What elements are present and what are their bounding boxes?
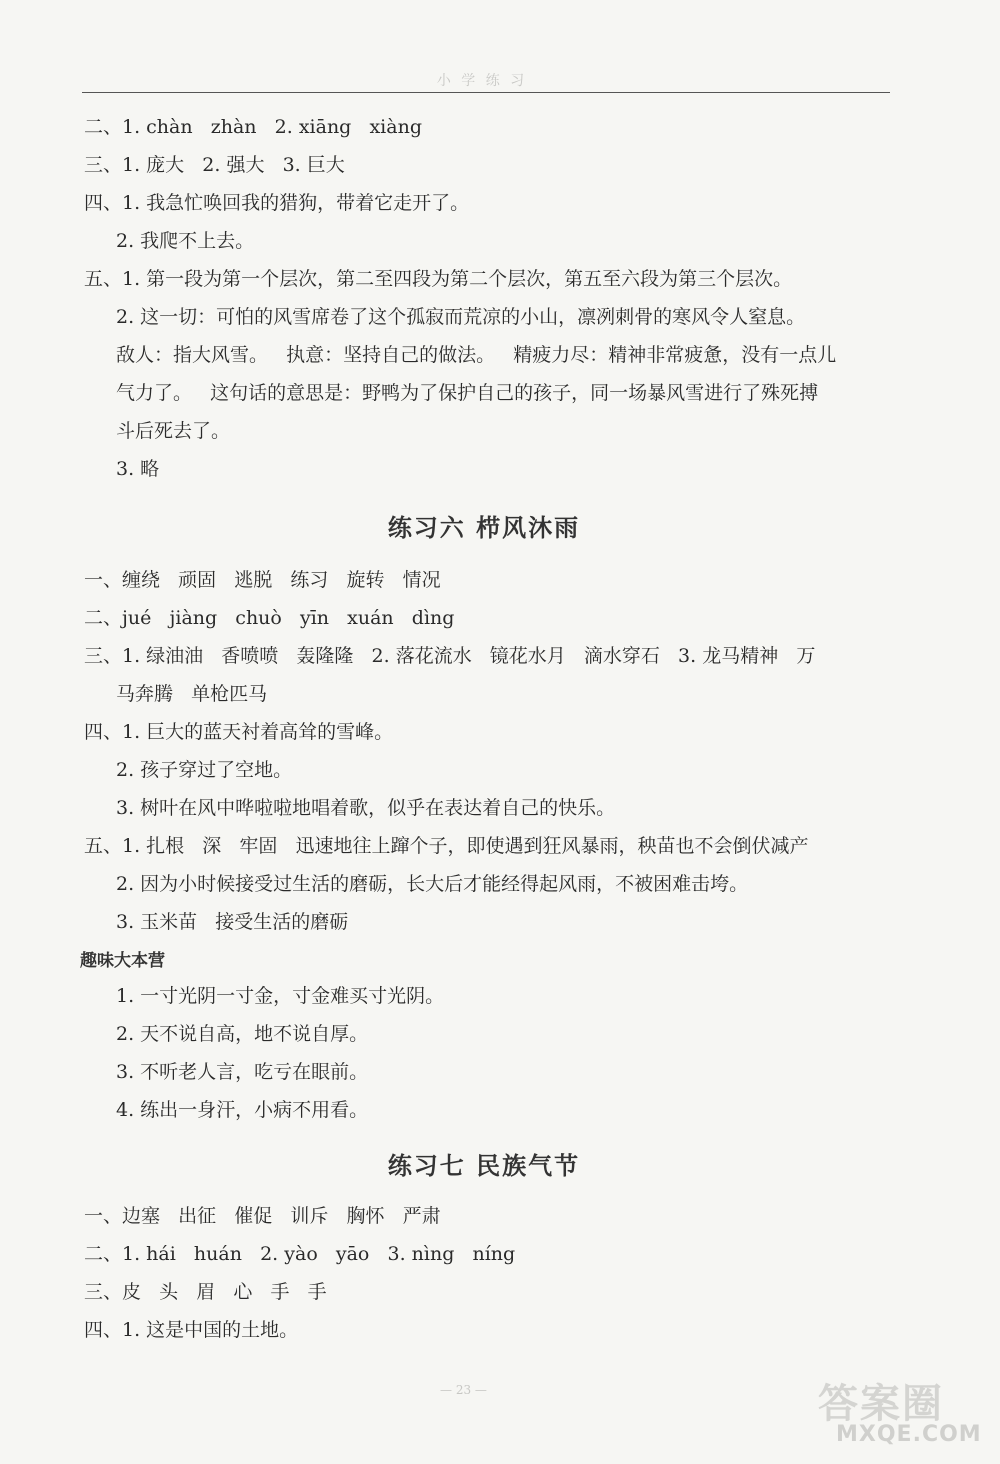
answer-line: 一、边塞 出征 催促 训斥 胸怀 严肃 bbox=[84, 1205, 441, 1227]
proverb-line: 3. 不听老人言，吃亏在眼前。 bbox=[116, 1061, 369, 1083]
proverb-line: 1. 一寸光阴一寸金，寸金难买寸光阴。 bbox=[116, 985, 445, 1007]
answer-line: 马奔腾 单枪匹马 bbox=[116, 683, 268, 705]
answer-line: 三、1. 庞大 2. 强大 3. 巨大 bbox=[84, 154, 345, 176]
answer-line: 2. 我爬不上去。 bbox=[116, 230, 255, 252]
page-number: — 23 — bbox=[440, 1383, 487, 1397]
answer-line: 二、1. chàn zhàn 2. xiāng xiàng bbox=[84, 116, 422, 138]
section-title-6: 练习六 栉风沐雨 bbox=[387, 514, 581, 542]
answer-line: 敌人：指大风雪。 执意：坚持自己的做法。 精疲力尽：精神非常疲惫，没有一点儿 bbox=[116, 344, 837, 366]
answer-line: 2. 这一切：可怕的风雪席卷了这个孤寂而荒凉的小山，凛冽刺骨的寒风令人窒息。 bbox=[116, 306, 806, 328]
answer-line: 二、jué jiàng chuò yīn xuán dìng bbox=[84, 607, 455, 629]
proverb-line: 4. 练出一身汗，小病不用看。 bbox=[116, 1099, 369, 1121]
answer-line: 五、1. 扎根 深 牢固 迅速地往上蹿个子，即使遇到狂风暴雨，秧苗也不会倒伏减产 bbox=[84, 835, 809, 857]
answer-line: 3. 玉米苗 接受生活的磨砺 bbox=[116, 911, 349, 933]
watermark-logo-text: 答案圈 bbox=[818, 1381, 944, 1427]
answer-line: 二、1. hái huán 2. yào yāo 3. nìng níng bbox=[84, 1243, 516, 1265]
section-title-7: 练习七 民族气节 bbox=[387, 1152, 581, 1180]
answer-line: 三、皮 头 眉 心 手 手 bbox=[84, 1281, 327, 1303]
answer-line: 3. 树叶在风中哗啦啦地唱着歌，似乎在表达着自己的快乐。 bbox=[116, 797, 616, 819]
answer-line: 四、1. 巨大的蓝天衬着高耸的雪峰。 bbox=[84, 721, 394, 743]
answer-line: 2. 孩子穿过了空地。 bbox=[116, 759, 293, 781]
watermark-url: MXQE.COM bbox=[836, 1422, 982, 1447]
proverb-line: 2. 天不说自高，地不说自厚。 bbox=[116, 1023, 369, 1045]
answer-line: 五、1. 第一段为第一个层次，第二至四段为第二个层次，第五至六段为第三个层次。 bbox=[84, 268, 793, 290]
answer-line: 气力了。 这句话的意思是：野鸭为了保护自己的孩子，同一场暴风雪进行了殊死搏 bbox=[116, 382, 819, 404]
answer-line: 四、1. 这是中国的土地。 bbox=[84, 1319, 299, 1341]
answer-line: 2. 因为小时候接受过生活的磨砺，长大后才能经得起风雨，不被困难击垮。 bbox=[116, 873, 749, 895]
answer-line: 一、缠绕 顽固 逃脱 练习 旋转 情况 bbox=[84, 569, 441, 591]
watermark-logo bbox=[818, 1372, 988, 1452]
fun-section-title: 趣味大本营 bbox=[80, 951, 165, 971]
header-rule bbox=[82, 92, 890, 93]
header-mark: 小 学 练 习 bbox=[436, 73, 528, 89]
answer-line: 四、1. 我急忙唤回我的猎狗，带着它走开了。 bbox=[84, 192, 470, 214]
answer-line: 三、1. 绿油油 香喷喷 轰隆隆 2. 落花流水 镜花水月 滴水穿石 3. 龙马精神 万 bbox=[84, 645, 816, 667]
answer-line: 3. 略 bbox=[116, 458, 160, 480]
answer-line: 斗后死去了。 bbox=[116, 420, 231, 442]
